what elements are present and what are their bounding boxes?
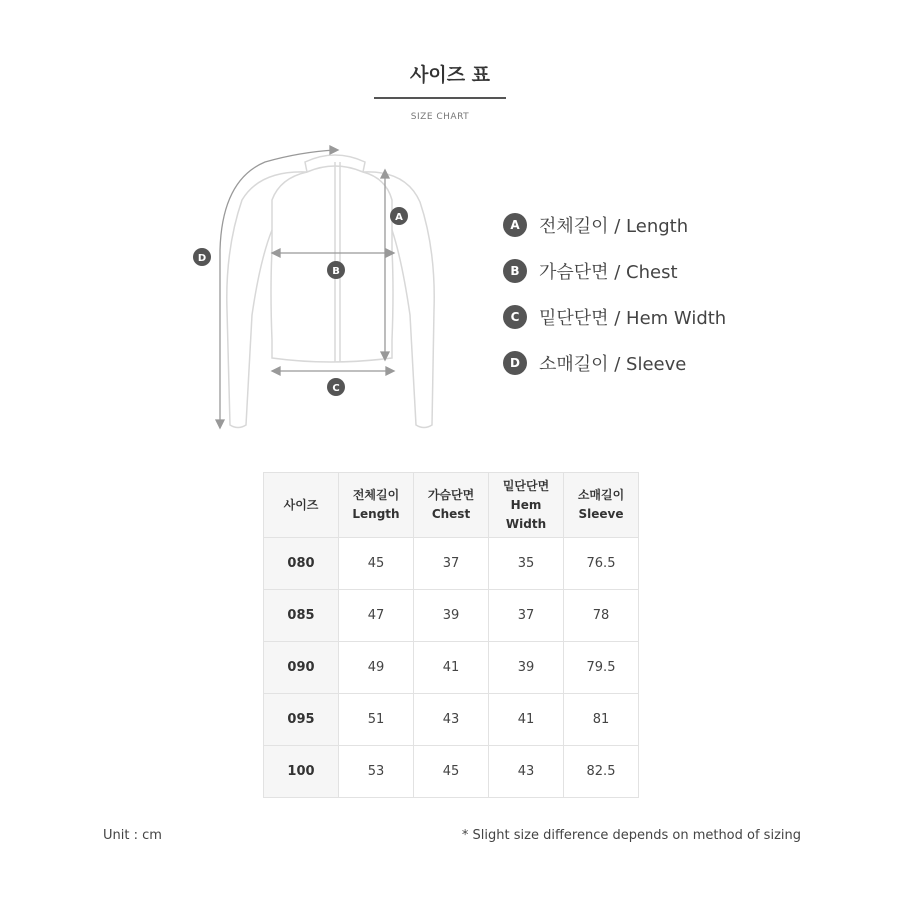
table-header-row	[264, 473, 639, 538]
size-cell: 100	[264, 746, 339, 798]
legend-item-chest	[503, 248, 726, 294]
size-table	[263, 472, 639, 798]
header-hem-width: 밑단단면 Hem Width	[489, 473, 564, 538]
legend-item-length	[503, 202, 726, 248]
measurement-legend	[503, 202, 726, 386]
table-row	[264, 642, 639, 694]
chest-cell: 41	[414, 642, 489, 694]
legend-item-hem-width	[503, 294, 726, 340]
garment-diagram	[180, 140, 460, 440]
table-row	[264, 590, 639, 642]
legend-badge: A	[503, 213, 527, 237]
sleeve-cell: 81	[564, 694, 639, 746]
header-chest: 가슴단면 Chest	[414, 473, 489, 538]
table-row	[264, 746, 639, 798]
header-length: 전체길이 Length	[339, 473, 414, 538]
chest-cell: 37	[414, 538, 489, 590]
measure-lines	[216, 146, 394, 428]
marker-a-label: A	[395, 212, 403, 223]
hem-cell: 35	[489, 538, 564, 590]
hem-cell: 37	[489, 590, 564, 642]
legend-badge: C	[503, 305, 527, 329]
legend-label: 가슴단면 / Chest	[539, 262, 678, 283]
header-sleeve: 소매길이 Sleeve	[564, 473, 639, 538]
table-row	[264, 694, 639, 746]
header-size: 사이즈	[264, 473, 339, 538]
hem-cell: 41	[489, 694, 564, 746]
sleeve-cell: 82.5	[564, 746, 639, 798]
measure-markers	[193, 207, 408, 396]
sleeve-cell: 79.5	[564, 642, 639, 694]
page-title: 사이즈 표	[409, 64, 491, 86]
legend-label: 전체길이 / Length	[539, 216, 689, 237]
size-cell: 090	[264, 642, 339, 694]
size-cell: 095	[264, 694, 339, 746]
marker-c-label: C	[332, 383, 340, 394]
legend-badge: D	[503, 351, 527, 375]
hem-cell: 43	[489, 746, 564, 798]
legend-label: 소매길이 / Sleeve	[539, 354, 687, 375]
title-underline	[374, 97, 506, 99]
legend-item-sleeve	[503, 340, 726, 386]
unit-note: Unit : cm	[103, 828, 162, 843]
length-cell: 45	[339, 538, 414, 590]
length-cell: 47	[339, 590, 414, 642]
hem-cell: 39	[489, 642, 564, 694]
chest-cell: 39	[414, 590, 489, 642]
sleeve-cell: 76.5	[564, 538, 639, 590]
size-cell: 085	[264, 590, 339, 642]
marker-d-label: D	[197, 253, 207, 264]
table-row	[264, 538, 639, 590]
page-subtitle: SIZE CHART	[410, 112, 470, 122]
legend-label: 밑단단면 / Hem Width	[539, 308, 727, 329]
chest-cell: 45	[414, 746, 489, 798]
length-cell: 53	[339, 746, 414, 798]
chest-cell: 43	[414, 694, 489, 746]
sizing-disclaimer: * Slight size difference depends on method of sizing	[461, 828, 801, 843]
sleeve-cell: 78	[564, 590, 639, 642]
legend-badge: B	[503, 259, 527, 283]
length-cell: 49	[339, 642, 414, 694]
marker-b-label: B	[332, 266, 340, 277]
size-cell: 080	[264, 538, 339, 590]
length-cell: 51	[339, 694, 414, 746]
